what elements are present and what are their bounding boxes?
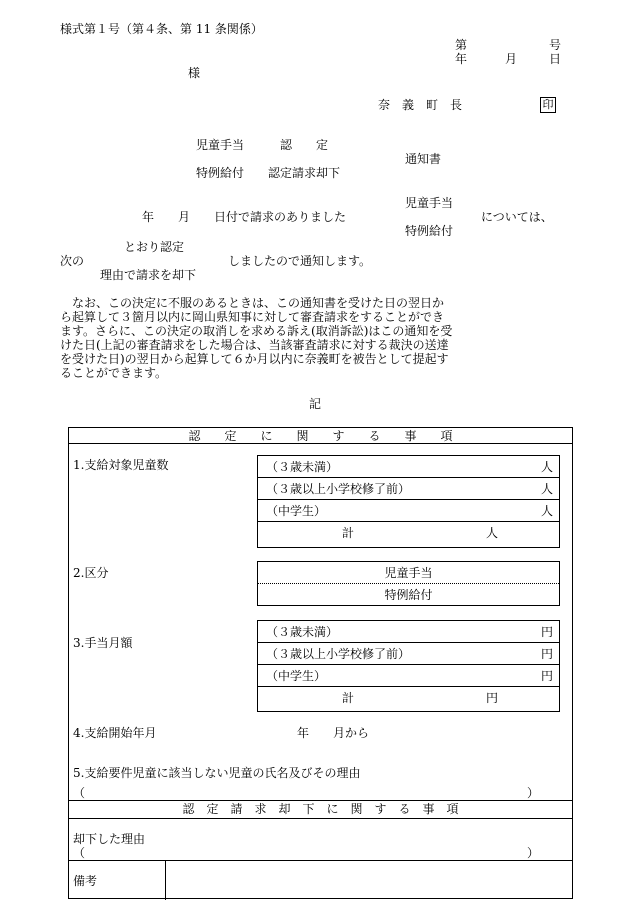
child-count-category: （３歳以上小学校修了前） bbox=[266, 482, 411, 496]
mayor-name: 奈 義 町 長 bbox=[378, 98, 463, 112]
paren-open: （ bbox=[73, 846, 86, 860]
section1-header: 認 定 に 関 す る 事 項 bbox=[188, 429, 453, 443]
seal-stamp: 印 bbox=[540, 97, 556, 113]
paragraph-line: ら起算して３箇月以内に岡山県知事に対して審査請求をすることができ bbox=[60, 310, 445, 324]
date-year: 年 bbox=[455, 52, 468, 66]
dotted-divider bbox=[258, 583, 559, 584]
child-count-row bbox=[258, 478, 559, 500]
paren-open: （ bbox=[73, 786, 86, 800]
item4-label: 4.支給開始年月 bbox=[73, 726, 157, 740]
person-unit: 人 bbox=[540, 504, 553, 518]
body-shimashita: しましたので通知します。 bbox=[228, 254, 372, 268]
yen-unit: 円 bbox=[540, 647, 553, 661]
paren-close: ） bbox=[527, 786, 540, 800]
amount-row bbox=[258, 621, 559, 643]
paren-close: ） bbox=[527, 846, 540, 860]
date-month: 月 bbox=[505, 52, 518, 66]
number-dai: 第 bbox=[455, 38, 468, 52]
title-line1: 児童手当 認 定 bbox=[196, 138, 329, 152]
child-count-total-row bbox=[258, 522, 559, 544]
item5-label: 5.支給要件児童に該当しない児童の氏名及びその理由 bbox=[73, 766, 361, 780]
child-count-table bbox=[257, 455, 560, 548]
child-count-row bbox=[258, 500, 559, 522]
number-go: 号 bbox=[549, 38, 562, 52]
divider bbox=[69, 800, 572, 801]
date-day: 日 bbox=[549, 52, 562, 66]
kubun-jido-teate: 児童手当 bbox=[384, 566, 433, 580]
form-number: 様式第１号（第４条、第 11 条関係） bbox=[60, 22, 263, 36]
kubun-table bbox=[257, 561, 560, 606]
child-count-row bbox=[258, 456, 559, 478]
item2-label: 2.区分 bbox=[73, 566, 109, 580]
ki-mark: 記 bbox=[309, 397, 322, 411]
body-option-nintei: とおり認定 bbox=[124, 240, 185, 254]
child-count-category: （３歳未満） bbox=[266, 460, 339, 474]
paragraph-line: ます。さらに、この決定の取消しを求める訴え(取消訴訟)はこの通知を受 bbox=[60, 324, 453, 338]
yen-unit: 円 bbox=[540, 669, 553, 683]
recipient-sama: 様 bbox=[188, 66, 201, 80]
total-label: 計 bbox=[342, 526, 355, 540]
yen-unit: 円 bbox=[540, 625, 553, 639]
divider bbox=[69, 860, 572, 861]
amount-category: （中学生） bbox=[266, 669, 327, 683]
amount-category: （３歳未満） bbox=[266, 625, 339, 639]
body-allowance1: 児童手当 bbox=[405, 196, 454, 210]
paragraph-line: ることができます。 bbox=[60, 366, 168, 380]
section2-header: 認 定 請 求 却 下 に 関 す る 事 項 bbox=[182, 802, 459, 816]
child-count-category: （中学生） bbox=[266, 504, 327, 518]
remarks-divider bbox=[165, 860, 166, 900]
body-tsugi-no: 次の bbox=[60, 254, 85, 268]
total-label: 計 bbox=[342, 691, 355, 705]
yen-unit: 円 bbox=[486, 691, 499, 705]
remarks-label: 備考 bbox=[73, 874, 98, 888]
title-notice: 通知書 bbox=[405, 152, 442, 166]
person-unit: 人 bbox=[540, 460, 553, 474]
divider bbox=[69, 443, 572, 444]
amount-row bbox=[258, 665, 559, 687]
paragraph-line: を受けた日)の翌日から起算して６か月以内に奈義町を被告として提起す bbox=[60, 352, 449, 366]
divider bbox=[69, 818, 572, 819]
kubun-tokurei-kyufu: 特例給付 bbox=[384, 588, 433, 602]
amount-category: （３歳以上小学校修了前） bbox=[266, 647, 411, 661]
paragraph-line: なお、この決定に不服のあるときは、この通知書を受けた日の翌日か bbox=[60, 296, 445, 310]
amount-row bbox=[258, 643, 559, 665]
person-unit: 人 bbox=[540, 482, 553, 496]
appeal-notice-paragraph bbox=[60, 296, 565, 380]
body-allowance2: 特例給付 bbox=[405, 224, 454, 238]
title-line2: 特例給付 認定請求却下 bbox=[196, 166, 341, 180]
reject-reason-label: 却下した理由 bbox=[73, 832, 146, 846]
paragraph-line: けた日(上記の審査請求をした場合は、当該審査請求に対する裁決の送達 bbox=[60, 338, 449, 352]
monthly-amount-table bbox=[257, 620, 560, 712]
start-year-month: 年 月から bbox=[297, 726, 370, 740]
item3-label: 3.手当月額 bbox=[73, 636, 133, 650]
body-option-kyakka: 理由で請求を却下 bbox=[100, 268, 197, 282]
body-ni-tsuite: については、 bbox=[481, 210, 553, 224]
item1-label: 1.支給対象児童数 bbox=[73, 458, 169, 472]
amount-total-row bbox=[258, 687, 559, 709]
person-unit: 人 bbox=[486, 526, 499, 540]
body-date-phrase: 年 月 日付で請求のありました bbox=[142, 210, 347, 224]
form-table bbox=[68, 427, 573, 899]
